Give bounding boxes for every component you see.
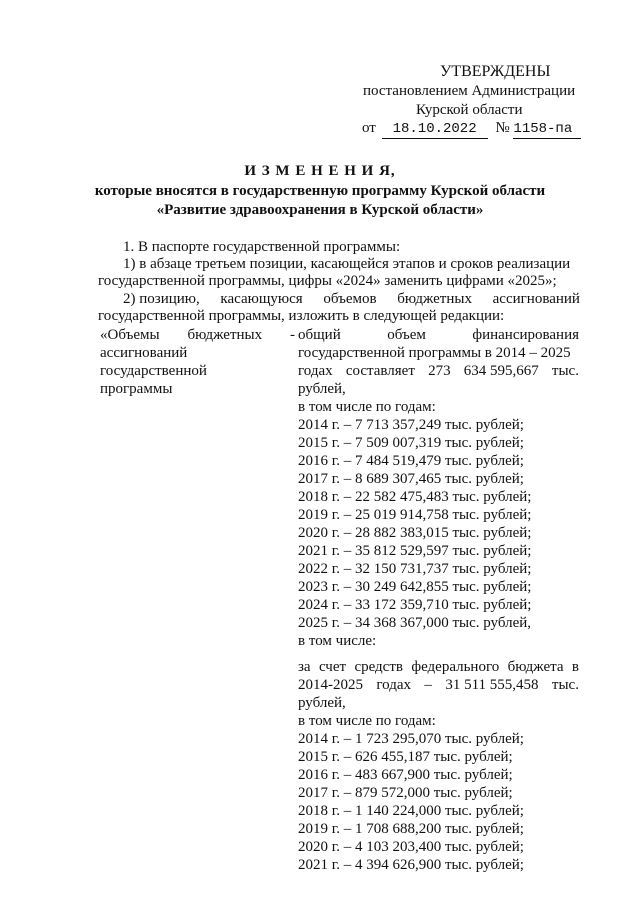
year-row: 2014 г. – 7 713 357,249 тыс. рублей;	[298, 417, 524, 433]
paragraph-2-line-2: государственной программы, цифры «2024» заменить цифрами «2025»;	[98, 273, 557, 289]
right-intro-line-2: государственной программы в 2014 – 2025	[298, 345, 571, 361]
right-word: 634 595,667	[463, 363, 539, 379]
year-row: 2020 г. – 28 882 383,015 тыс. рублей;	[298, 525, 532, 541]
fed-word: средств	[354, 659, 403, 675]
p3-word: бюджетных	[397, 291, 472, 307]
p3-word: ассигнований	[492, 291, 580, 307]
fed-year-row: 2021 г. – 4 394 626,900 тыс. рублей;	[298, 857, 524, 873]
number-prefix: №	[495, 120, 510, 136]
fed-word: тыс.	[551, 677, 579, 693]
fed-year-row: 2019 г. – 1 708 688,200 тыс. рублей;	[298, 821, 524, 837]
by-years-label: в том числе по годам:	[298, 399, 436, 415]
right-intro-line-4: рублей,	[298, 381, 346, 397]
fed-word: годах	[376, 677, 412, 693]
approval-title: УТВЕРЖДЕНЫ	[440, 63, 551, 80]
federal-line-1	[298, 658, 579, 676]
year-row: 2024 г. – 33 172 359,710 тыс. рублей;	[298, 597, 532, 613]
fed-year-row: 2020 г. – 4 103 203,400 тыс. рублей;	[298, 839, 524, 855]
right-word: общий	[298, 327, 341, 343]
right-intro-line-1	[298, 326, 579, 344]
right-word: объем	[387, 327, 426, 343]
right-word: годах	[298, 363, 333, 379]
year-row: 2019 г. – 25 019 914,758 тыс. рублей;	[298, 507, 532, 523]
fed-word: –	[424, 677, 432, 693]
fed-word: 31 511 555,458	[445, 677, 539, 693]
approval-date-line	[362, 119, 581, 139]
p3-word: касающуюся	[220, 291, 303, 307]
approval-line-1: постановлением Администрации	[363, 83, 576, 99]
by-years-label-2: в том числе по годам:	[298, 713, 436, 729]
heading-title: И З М Е Н Е Н И Я,	[244, 163, 396, 179]
year-row: 2021 г. – 35 812 529,597 тыс. рублей;	[298, 543, 532, 559]
left-dash: -	[290, 327, 295, 343]
left-col-line-4: программы	[100, 381, 173, 397]
federal-line-3: рублей,	[298, 695, 346, 711]
date-prefix: от	[362, 120, 376, 136]
right-word: финансирования	[472, 327, 579, 343]
fed-year-row: 2016 г. – 483 667,900 тыс. рублей;	[298, 767, 513, 783]
right-word: составляет	[345, 363, 415, 379]
approval-date: 18.10.2022	[382, 120, 488, 139]
fed-word: в	[571, 659, 579, 675]
fed-word: федерального	[411, 659, 500, 675]
left-col-line-3: государственной	[100, 363, 207, 379]
fed-word: за	[298, 659, 311, 675]
year-row: 2018 г. – 22 582 475,483 тыс. рублей;	[298, 489, 532, 505]
fed-word: 2014-2025	[298, 677, 363, 693]
heading-subtitle-2: «Развитие здравоохранения в Курской области»	[156, 202, 484, 218]
left-col-line-2: ассигнований	[100, 345, 188, 361]
approval-number: 1158-па	[513, 120, 581, 139]
year-row: 2023 г. – 30 249 642,855 тыс. рублей;	[298, 579, 532, 595]
heading-subtitle-1: которые вносятся в государственную программу Курской области	[94, 183, 546, 199]
left-col-line-1	[100, 326, 295, 344]
fed-year-row: 2017 г. – 879 572,000 тыс. рублей;	[298, 785, 513, 801]
year-row: 2017 г. – 8 689 307,465 тыс. рублей;	[298, 471, 524, 487]
year-row: 2016 г. – 7 484 519,479 тыс. рублей;	[298, 453, 524, 469]
p3-word: 2) позицию,	[123, 291, 200, 307]
paragraph-2-line-1: 1) в абзаце третьем позиции, касающейся этапов и сроков реализации	[123, 256, 571, 272]
year-row: 2022 г. – 32 150 731,737 тыс. рублей;	[298, 561, 532, 577]
fed-year-row: 2014 г. – 1 723 295,070 тыс. рублей;	[298, 731, 524, 747]
approval-line-2: Курской области	[416, 102, 523, 118]
fed-year-row: 2018 г. – 1 140 224,000 тыс. рублей;	[298, 803, 524, 819]
year-row: 2025 г. – 34 368 367,000 тыс. рублей,	[298, 615, 532, 631]
fed-word: счет	[318, 659, 347, 675]
paragraph-3-line-1	[123, 290, 580, 308]
year-row: 2015 г. – 7 509 007,319 тыс. рублей;	[298, 435, 524, 451]
fed-word: бюджета	[507, 659, 564, 675]
right-word: 273	[428, 363, 451, 379]
including-label: в том числе:	[298, 633, 377, 649]
right-intro-line-3	[298, 362, 579, 380]
right-word: тыс.	[551, 363, 579, 379]
fed-year-row: 2015 г. – 626 455,187 тыс. рублей;	[298, 749, 513, 765]
paragraph-3-line-2: государственной программы, изложить в следующей редакции:	[98, 308, 505, 324]
federal-line-2	[298, 676, 579, 694]
left-word: «Объемы	[100, 327, 160, 343]
left-word: бюджетных	[187, 327, 263, 343]
p3-word: объемов	[323, 291, 377, 307]
paragraph-1: 1. В паспорте государственной программы:	[123, 239, 401, 255]
